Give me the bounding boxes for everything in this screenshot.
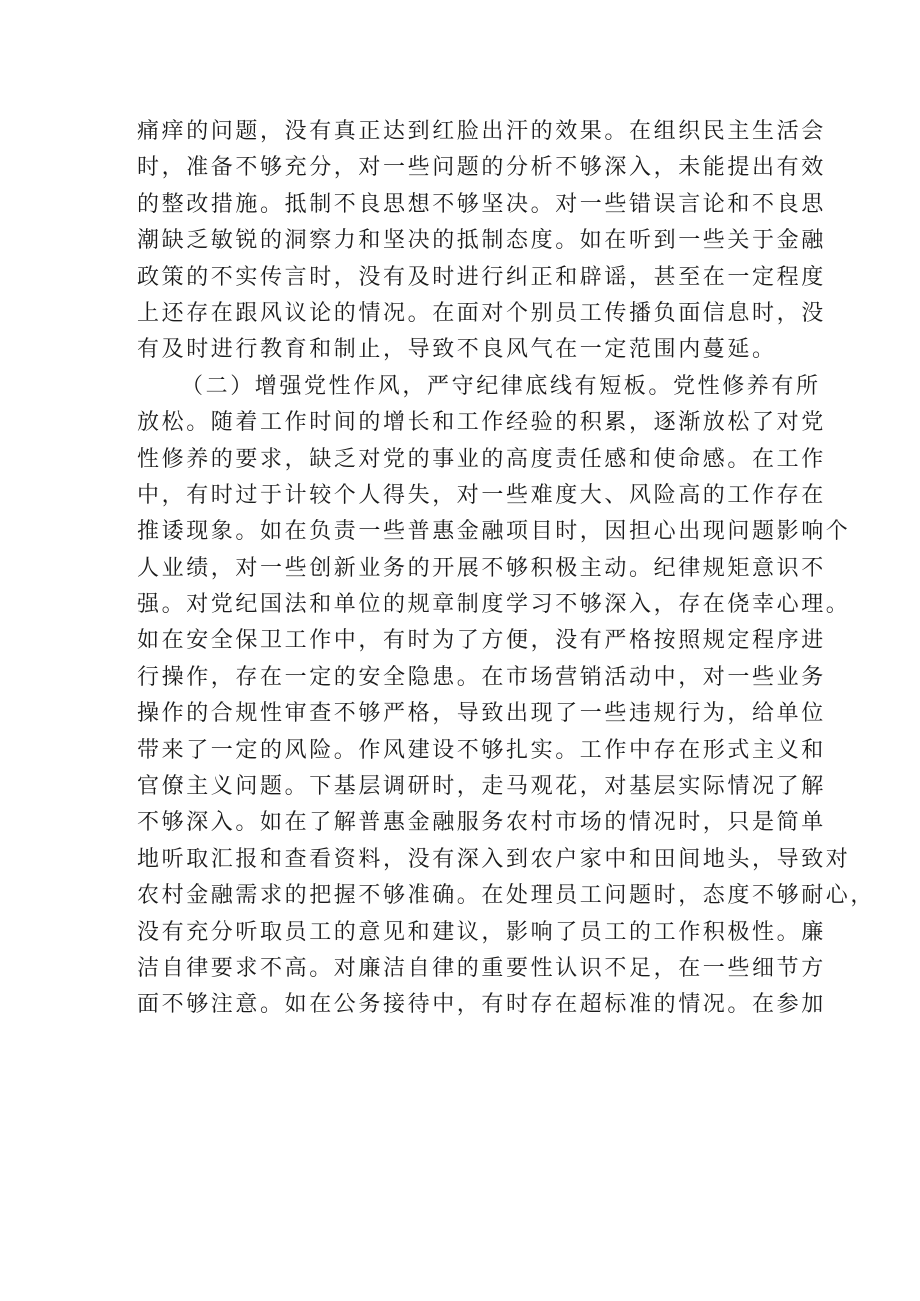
text-line: 农村金融需求的把握不够准确。在处理员工问题时，态度不够耐心， (137, 883, 876, 909)
text-line: 的整改措施。抵制不良思想不够坚决。对一些错误言论和不良思 (137, 191, 826, 217)
text-line: 操作的合规性审查不够严格，导致出现了一些违规行为，给单位 (137, 701, 826, 727)
text-line: 面不够注意。如在公务接待中，有时存在超标准的情况。在参加 (137, 992, 826, 1018)
text-line: 中，有时过于计较个人得失，对一些难度大、风险高的工作存在 (137, 482, 826, 508)
text-line: 行操作，存在一定的安全隐患。在市场营销活动中，对一些业务 (137, 664, 826, 690)
text-line: 时，准备不够充分，对一些问题的分析不够深入，未能提出有效 (137, 155, 826, 181)
text-line: 不够深入。如在了解普惠金融服务农村市场的情况时，只是简单 (137, 810, 826, 836)
text-line: 放松。随着工作时间的增长和工作经验的积累，逐渐放松了对党 (137, 410, 826, 436)
text-line: 政策的不实传言时，没有及时进行纠正和辟谣，甚至在一定程度 (137, 264, 826, 290)
text-line: 人业绩，对一些创新业务的开展不够积极主动。纪律规矩意识不 (137, 555, 826, 581)
text-line: 推诿现象。如在负责一些普惠金融项目时，因担心出现问题影响个 (137, 519, 851, 545)
text-line: 如在安全保卫工作中，有时为了方便，没有严格按照规定程序进 (137, 628, 826, 654)
text-line: 潮缺乏敏锐的洞察力和坚决的抵制态度。如在听到一些关于金融 (137, 228, 826, 254)
section-heading-line: （二）增强党性作风，严守纪律底线有短板。党性修养有所 (181, 373, 821, 399)
text-line: 有及时进行教育和制止，导致不良风气在一定范围内蔓延。 (137, 337, 777, 363)
text-line: 官僚主义问题。下基层调研时，走马观花，对基层实际情况了解 (137, 774, 826, 800)
text-line: 痛痒的问题，没有真正达到红脸出汗的效果。在组织民主生活会 (137, 119, 826, 144)
text-line: 洁自律要求不高。对廉洁自律的重要性认识不足，在一些细节方 (137, 955, 826, 981)
text-line: 没有充分听取员工的意见和建议，影响了员工的工作积极性。廉 (137, 919, 826, 945)
text-line: 地听取汇报和查看资料，没有深入到农户家中和田间地头，导致对 (137, 846, 851, 872)
text-line: 强。对党纪国法和单位的规章制度学习不够深入，存在侥幸心理。 (137, 592, 851, 618)
text-line: 上还存在跟风议论的情况。在面对个别员工传播负面信息时，没 (137, 300, 826, 326)
text-line: 性修养的要求，缺乏对党的事业的高度责任感和使命感。在工作 (137, 446, 826, 472)
document-body (137, 114, 876, 1024)
text-line: 带来了一定的风险。作风建设不够扎实。工作中存在形式主义和 (137, 737, 826, 763)
